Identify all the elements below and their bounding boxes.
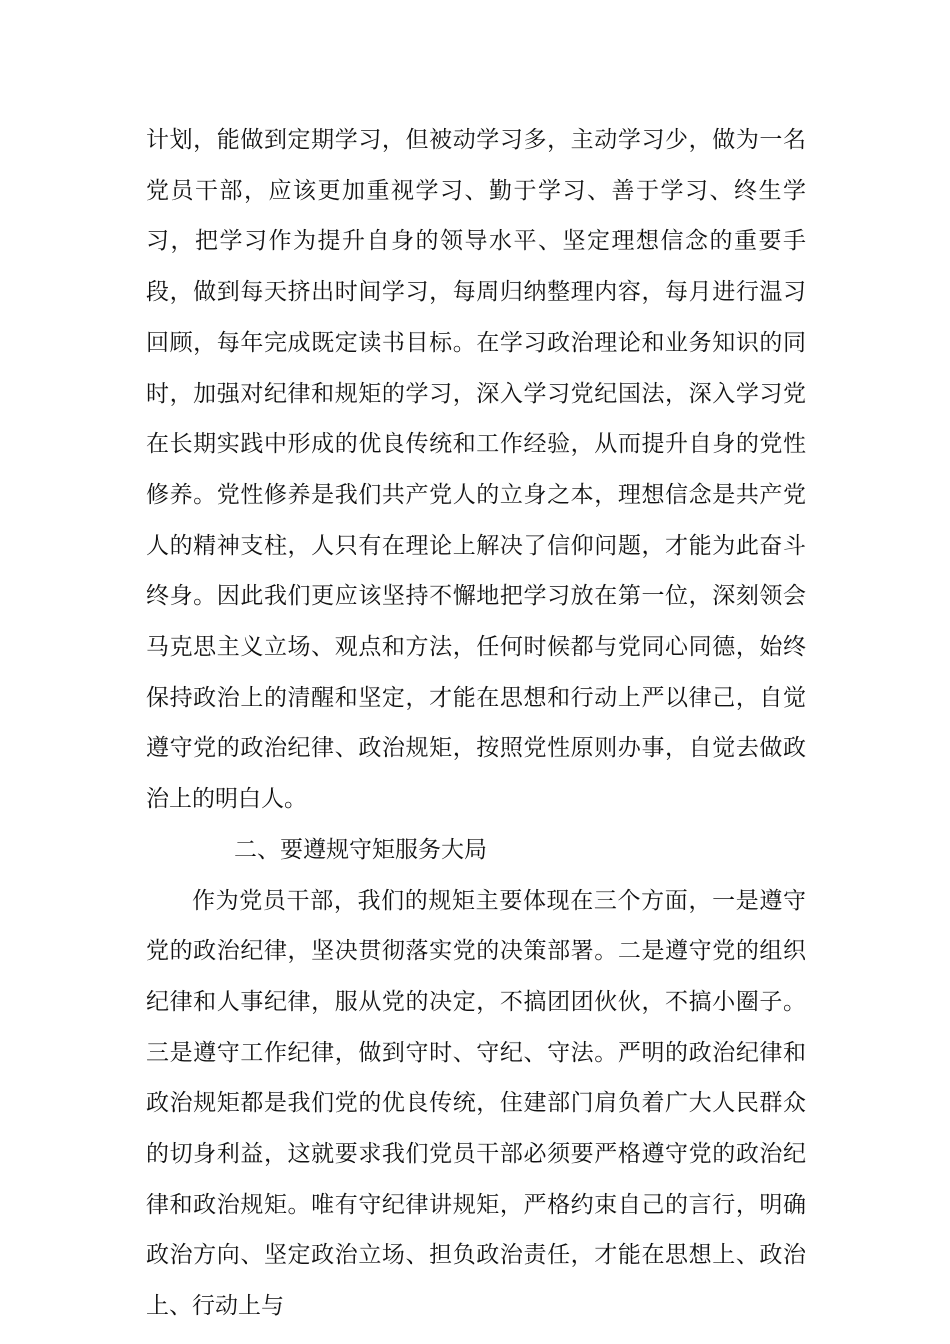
body-paragraph-continued: 计划，能做到定期学习，但被动学习多，主动学习少，做为一名党员干部，应该更加重视学习、勤于学习、善于学习、终生学习，把学习作为提升自身的领导水平、坚定理想信念的重要手段，做到每天挤出时间学习，每周归纳整理内容，每月进行温习回顾，每年完成既定读书目标。在学习政治理论和业务知识的同时，加强对纪律和规矩的学习，深入学习党纪国法，深入学习党在长期实践中形成的优良传统和工作经验，从而提升自身的党性修养。党性修养是我们共产党人的立身之本，理想信念是共产党人的精神支柱，人只有在理论上解决了信仰问题，才能为此奋斗终身。因此我们更应该坚持不懈地把学习放在第一位，深刻领会马克思主义立场、观点和方法，任何时候都与党同心同德，始终保持政治上的清醒和坚定，才能在思想和行动上严以律己，自觉遵守党的政治纪律、政治规矩，按照党性原则办事，自觉去做政治上的明白人。 <box>146 127 806 813</box>
document-body <box>146 115 806 1332</box>
section-heading: 二、要遵规守矩服务大局 <box>234 836 487 863</box>
body-paragraph: 作为党员干部，我们的规矩主要体现在三个方面，一是遵守党的政治纪律，坚决贯彻落实党的决策部署。二是遵守党的组织纪律和人事纪律，服从党的决定，不搞团团伙伙，不搞小圈子。三是遵守工作纪律，做到守时、守纪、守法。严明的政治纪律和政治规矩都是我们党的优良传统，住建部门肩负着广大人民群众的切身利益，这就要求我们党员干部必须要严格遵守党的政治纪律和政治规矩。唯有守纪律讲规矩，严格约束自己的言行，明确政治方向、坚定政治立场、担负政治责任，才能在思想上、政治上、行动上与 <box>146 887 806 1320</box>
